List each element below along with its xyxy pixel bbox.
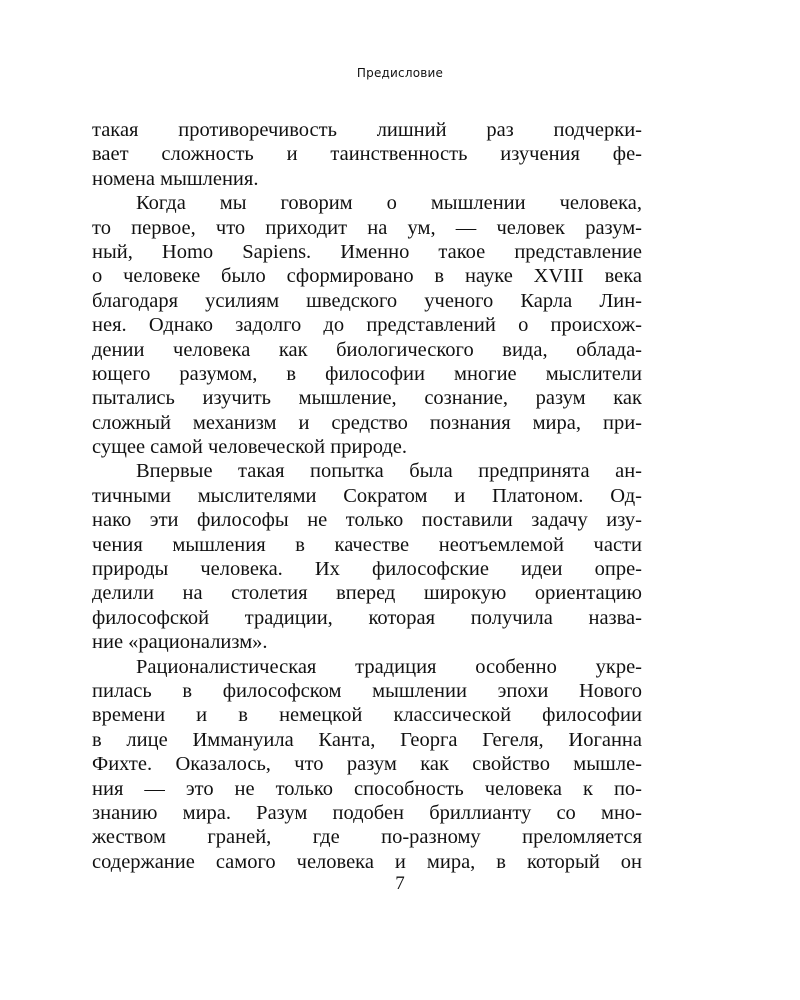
- text-line: то первое, что приходит на ум, — человек разум-: [92, 216, 642, 239]
- text-line: такая противоречивость лишний раз подчерки-: [92, 119, 642, 141]
- text-line: жеством граней, где по-разному преломляется: [92, 826, 642, 849]
- text-line: Фихте. Оказалось, что разум как свойство мышле-: [92, 753, 642, 776]
- text-line: ния — это не только способность человека к по-: [92, 777, 642, 800]
- text-line: в лице Иммануила Канта, Георга Гегеля, Иоганна: [92, 728, 642, 751]
- text-line: тичными мыслителями Сократом и Платоном. Од-: [92, 484, 642, 507]
- text-line: ный, Homo Sapiens. Именно такое представление: [92, 240, 642, 263]
- page-number: 7: [395, 873, 405, 894]
- text-line: нея. Однако задолго до представлений о происхож-: [92, 314, 642, 337]
- text-line: чения мышления в качестве неотъемлемой части: [92, 533, 642, 556]
- text-line: природы человека. Их философские идеи опре-: [92, 558, 642, 581]
- text-line: вает сложность и таинственность изучения фе-: [92, 143, 642, 166]
- text-line: нако эти философы не только поставили задачу изу-: [92, 509, 642, 532]
- text-line: благодаря усилиям шведского ученого Карла Лин-: [92, 289, 642, 312]
- text-line: ние «рационализм».: [92, 631, 268, 654]
- running-head: Предисловие: [356, 66, 444, 80]
- text-line: номена мышления.: [92, 167, 259, 190]
- text-line: пилась в философском мышлении эпохи Нового: [92, 679, 642, 702]
- text-line: сложный механизм и средство познания мира, при-: [92, 411, 642, 434]
- body-text: [92, 118, 642, 874]
- text-line: времени и в немецкой классической философии: [92, 704, 642, 727]
- text-line: дении человека как биологического вида, облада-: [92, 338, 642, 361]
- text-line: знанию мира. Разум подобен бриллианту со мно-: [92, 801, 642, 824]
- text-line: о человеке было сформировано в науке XVIII века: [92, 265, 642, 288]
- text-line: сущее самой человеческой природе.: [92, 436, 408, 459]
- text-line: философской традиции, которая получила назва-: [92, 606, 642, 629]
- text-line: Рационалистическая традиция особенно укре-: [136, 655, 642, 678]
- text-line: Впервые такая попытка была предпринята ан-: [136, 460, 642, 483]
- text-line: содержание самого человека и мира, в который он: [92, 850, 642, 873]
- text-line: делили на столетия вперед широкую ориентацию: [92, 582, 642, 605]
- text-line: пытались изучить мышление, сознание, разум как: [92, 387, 642, 410]
- text-line: Когда мы говорим о мышлении человека,: [136, 192, 642, 215]
- text-line: ющего разумом, в философии многие мыслители: [92, 362, 642, 385]
